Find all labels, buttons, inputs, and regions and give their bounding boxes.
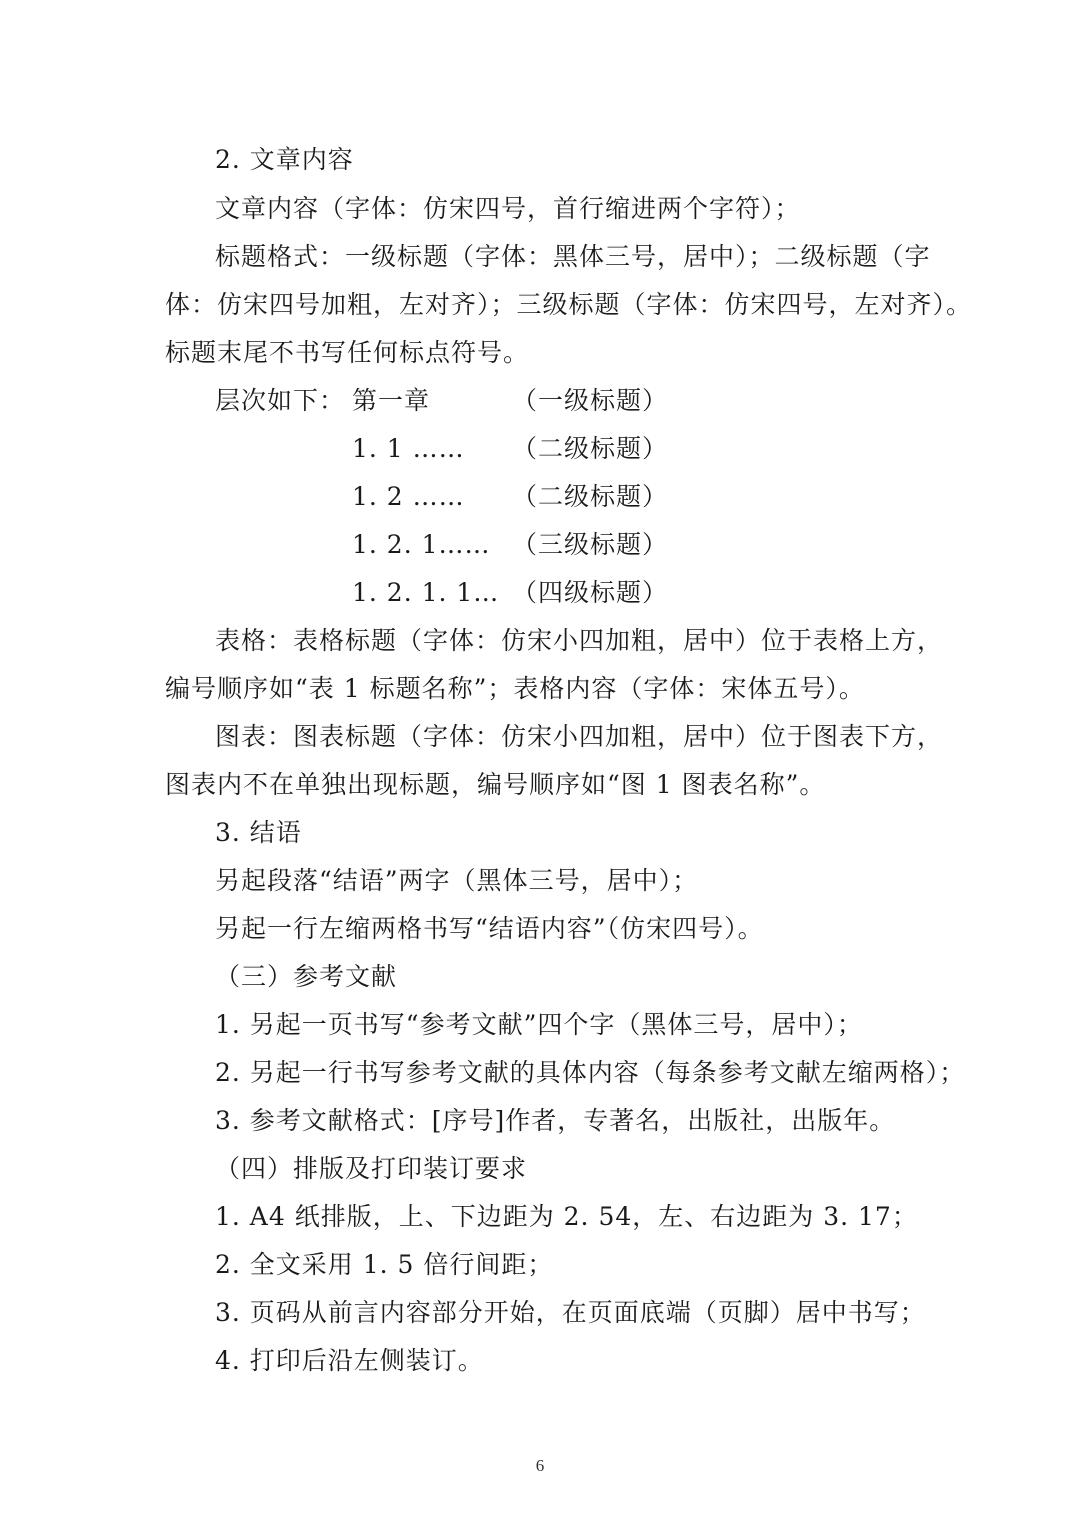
paragraph-conclusion-line-2: 另起一行左缩两格书写“结语内容”（仿宋四号）。	[215, 914, 764, 943]
section-heading-conclusion: 3. 结语	[215, 818, 302, 847]
paragraph-title-format-line-1: 标题格式：一级标题（字体：黑体三号，居中）；二级标题（字	[215, 242, 931, 271]
list-item: 4. 打印后沿左侧装订。	[215, 1346, 484, 1375]
list-item: 1. A4 纸排版，上、下边距为 2. 54，左、右边距为 3. 17；	[215, 1202, 918, 1231]
paragraph-table-rule-line-1: 表格：表格标题（字体：仿宋小四加粗，居中）位于表格上方，	[215, 626, 944, 655]
hierarchy-item: 1. 2. 1……	[352, 530, 491, 559]
section-heading-references: （三）参考文献	[215, 962, 398, 991]
section-heading-layout-print: （四）排版及打印装订要求	[215, 1154, 528, 1183]
paragraph-title-format-line-2: 体：仿宋四号加粗，左对齐）；三级标题（字体：仿宋四号，左对齐）。	[165, 290, 973, 319]
list-item: 2. 全文采用 1. 5 倍行间距；	[215, 1250, 554, 1279]
hierarchy-level: （四级标题）	[512, 578, 669, 607]
hierarchy-item: 1. 1 ……	[352, 434, 465, 463]
page-number: 6	[535, 1456, 545, 1475]
hierarchy-level: （三级标题）	[512, 530, 669, 559]
hierarchy-level: （二级标题）	[512, 434, 669, 463]
hierarchy-level: （二级标题）	[512, 482, 669, 511]
hierarchy-level: （一级标题）	[512, 386, 669, 415]
hierarchy-label: 层次如下：	[215, 386, 346, 415]
hierarchy-item: 1. 2 ……	[352, 482, 465, 511]
paragraph-table-rule-line-2: 编号顺序如“表 1 标题名称”；表格内容（字体：宋体五号）。	[165, 674, 865, 703]
paragraph-figure-rule-line-2: 图表内不在单独出现标题，编号顺序如“图 1 图表名称”。	[165, 770, 826, 799]
list-item: 3. 参考文献格式：[序号]作者，专著名，出版社，出版年。	[215, 1106, 896, 1135]
paragraph-title-format-line-3: 标题末尾不书写任何标点符号。	[165, 338, 530, 367]
list-item: 1. 另起一页书写“参考文献”四个字（黑体三号，居中）；	[215, 1010, 863, 1039]
list-item: 2. 另起一行书写参考文献的具体内容（每条参考文献左缩两格）；	[215, 1058, 966, 1087]
section-heading-article-content: 2. 文章内容	[215, 145, 354, 174]
hierarchy-item: 第一章	[352, 386, 431, 415]
list-item: 3. 页码从前言内容部分开始，在页面底端（页脚）居中书写；	[215, 1298, 926, 1327]
paragraph-figure-rule-line-1: 图表：图表标题（字体：仿宋小四加粗，居中）位于图表下方，	[215, 722, 944, 751]
paragraph-content-format: 文章内容（字体：仿宋四号，首行缩进两个字符）；	[215, 194, 801, 223]
paragraph-conclusion-line-1: 另起段落“结语”两字（黑体三号，居中）；	[215, 866, 699, 895]
hierarchy-item: 1. 2. 1. 1…	[352, 578, 500, 607]
